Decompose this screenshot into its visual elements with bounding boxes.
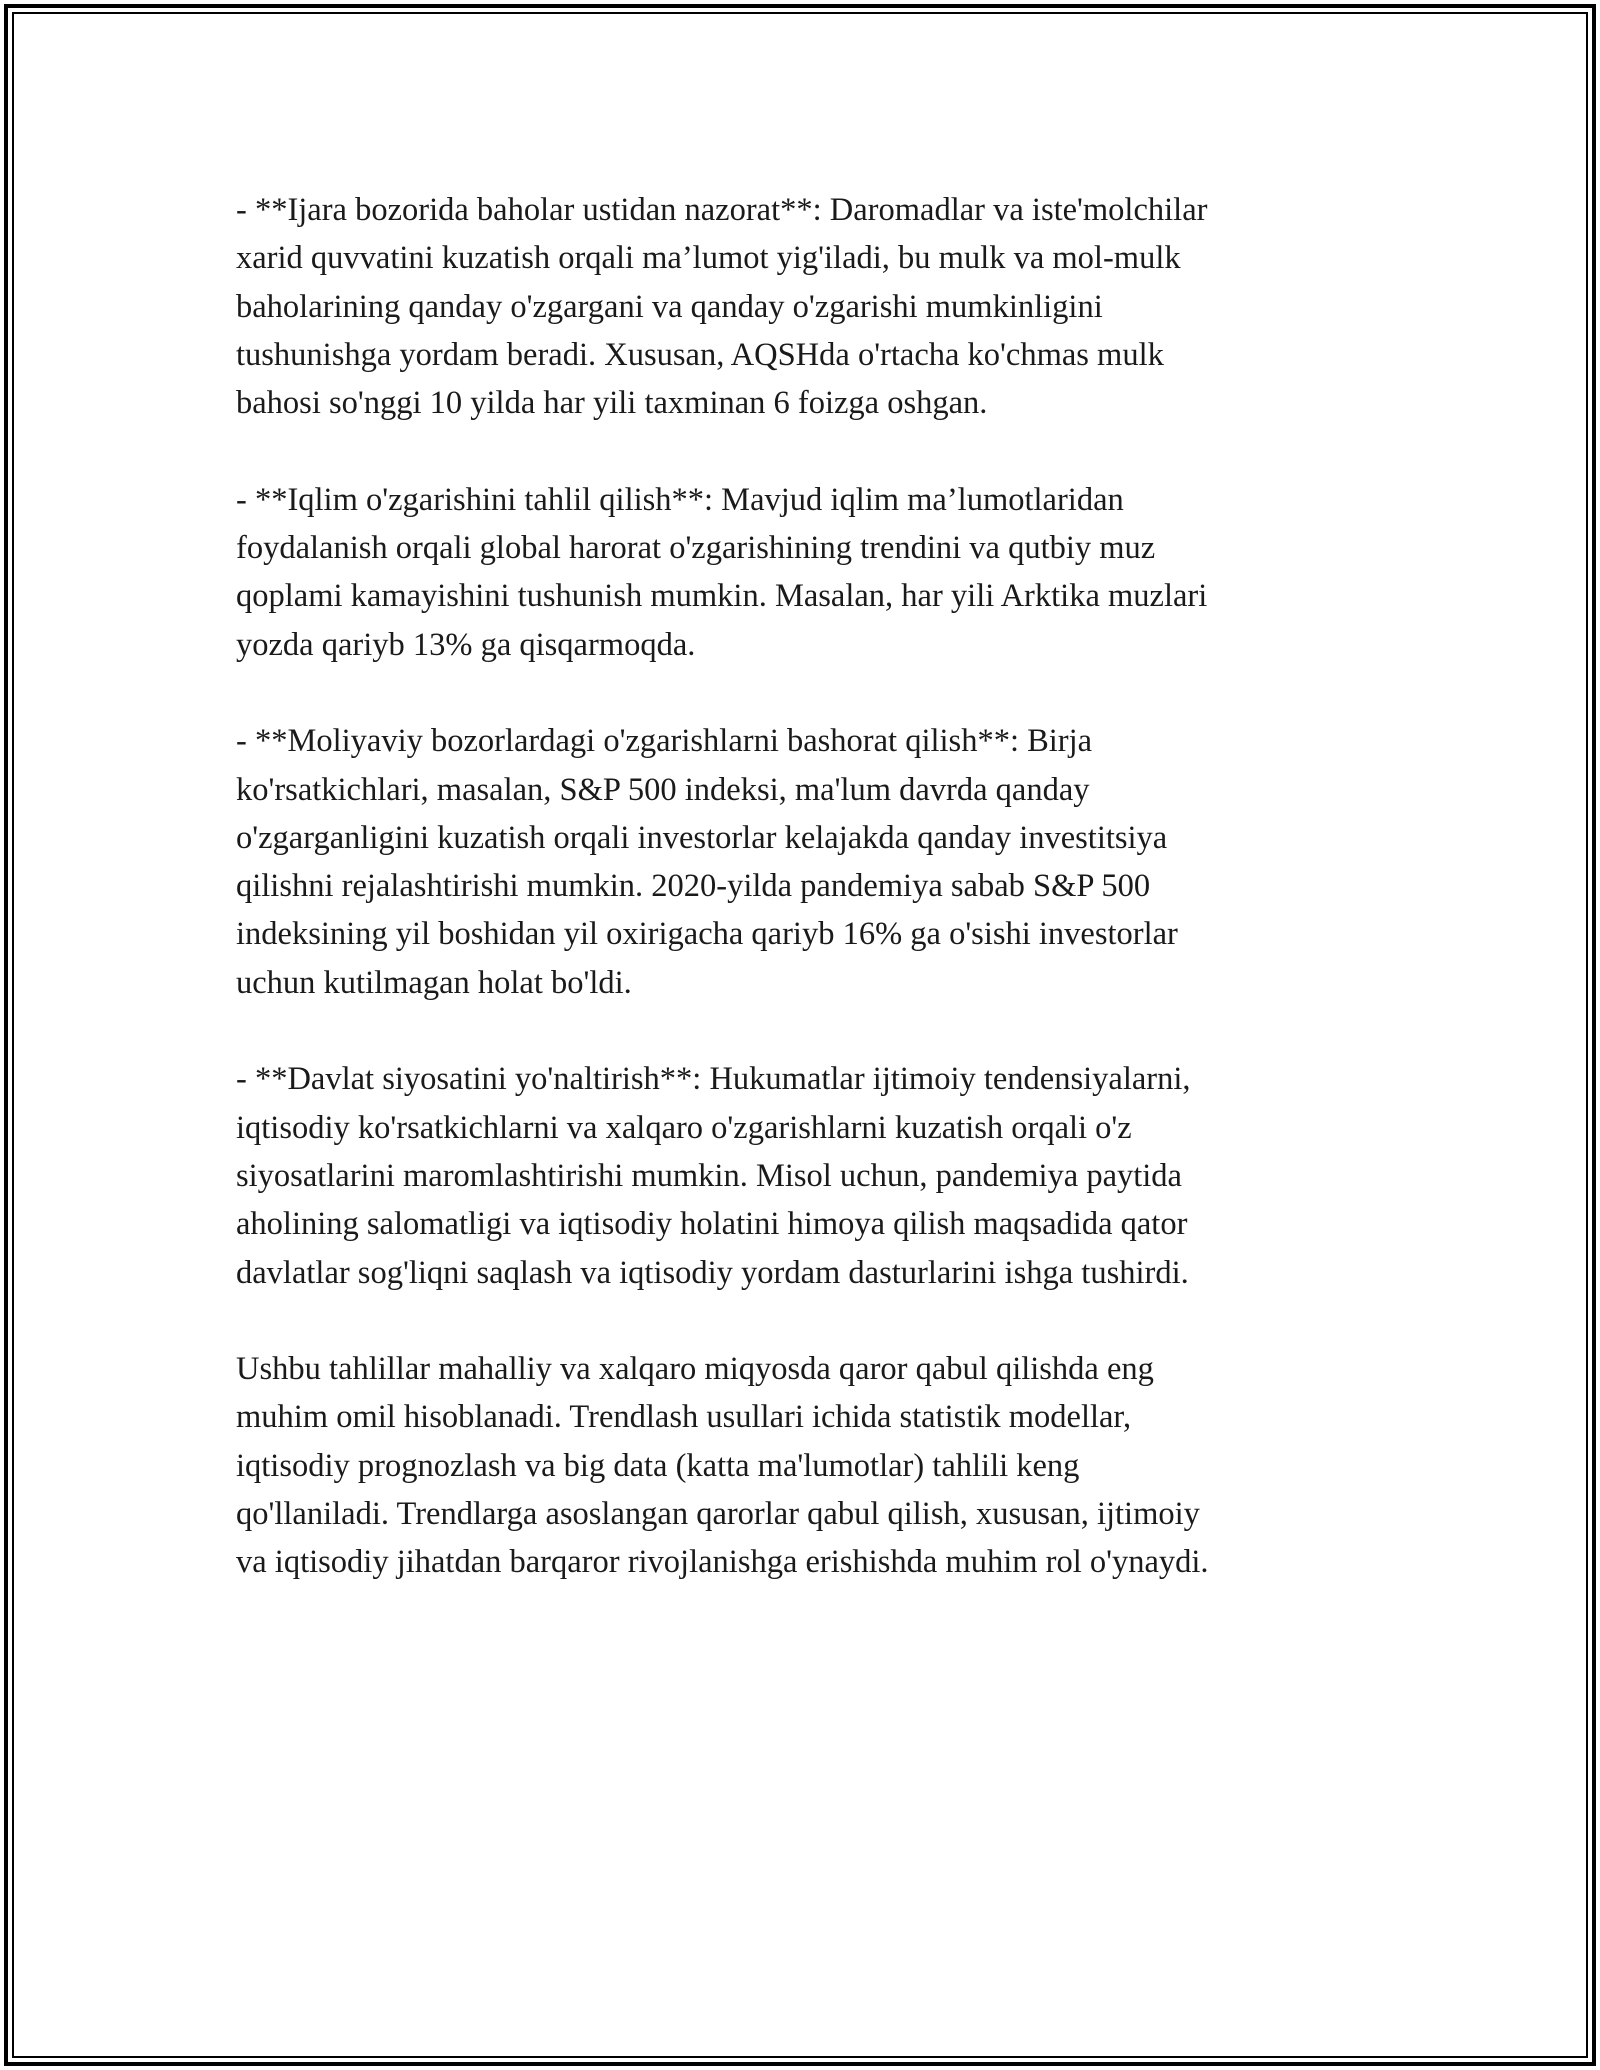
paragraph-climate-change: - **Iqlim o'zgarishini tahlil qilish**: Mavjud iqlim ma’lumotlaridan foydalanish orqali global harorat o'zgarishining trendini va qutbiy muz qoplami kamayishini tushunish mumkin. Masalan, har yili Arktika muzlari yozda qariyb 13% ga qisqarmoqda. <box>236 481 1208 663</box>
document-body <box>236 186 1386 1587</box>
paragraph-financial-markets: - **Moliyaviy bozorlardagi o'zgarishlarni bashorat qilish**: Birja ko'rsatkichlari, masalan, S&P 500 indeksi, ma'lum davrda qanday o'zgarganligini kuzatish orqali investorlar kelajakda qanday investitsiya qilishni rejalashtirishi mumkin. 2020-yilda pandemiya sabab S&P 500 indeksining yil boshidan yil oxirigacha qariyb 16% ga o'sishi investorlar uchun kutilmagan holat bo'ldi. <box>236 723 1178 1001</box>
paragraph-state-policy: - **Davlat siyosatini yo'naltirish**: Hukumatlar ijtimoiy tendensiyalarni, iqtisodiy ko'rsatkichlarni va xalqaro o'zgarishlarni kuzatish orqali o'z siyosatlarini maromlashtirishi mumkin. Misol uchun, pandemiya paytida aholining salomatligi va iqtisodiy holatini himoya qilish maqsadida qator davlatlar sog'liqni saqlash va iqtisodiy yordam dasturlarini ishga tushirdi. <box>236 1061 1191 1291</box>
paragraph-conclusion: Ushbu tahlillar mahalliy va xalqaro miqyosda qaror qabul qilishda eng muhim omil hisoblanadi. Trendlash usullari ichida statistik modellar, iqtisodiy prognozlash va big data (katta ma'lumotlar) tahlili keng qo'llaniladi. Trendlarga asoslangan qarorlar qabul qilish, xususan, ijtimoiy va iqtisodiy jihatdan barqaror rivojlanishga erishishda muhim rol o'ynaydi. <box>236 1351 1209 1581</box>
paragraph-rental-market: - **Ijara bozorida baholar ustidan nazorat**: Daromadlar va iste'molchilar xarid quvvatini kuzatish orqali ma’lumot yig'iladi, bu mulk va mol-mulk baholarining qanday o'zgargani va qanday o'zgarishi mumkinligini tushunishga yordam beradi. Xususan, AQSHda o'rtacha ko'chmas mulk bahosi so'nggi 10 yilda har yili taxminan 6 foizga oshgan. <box>236 192 1208 422</box>
